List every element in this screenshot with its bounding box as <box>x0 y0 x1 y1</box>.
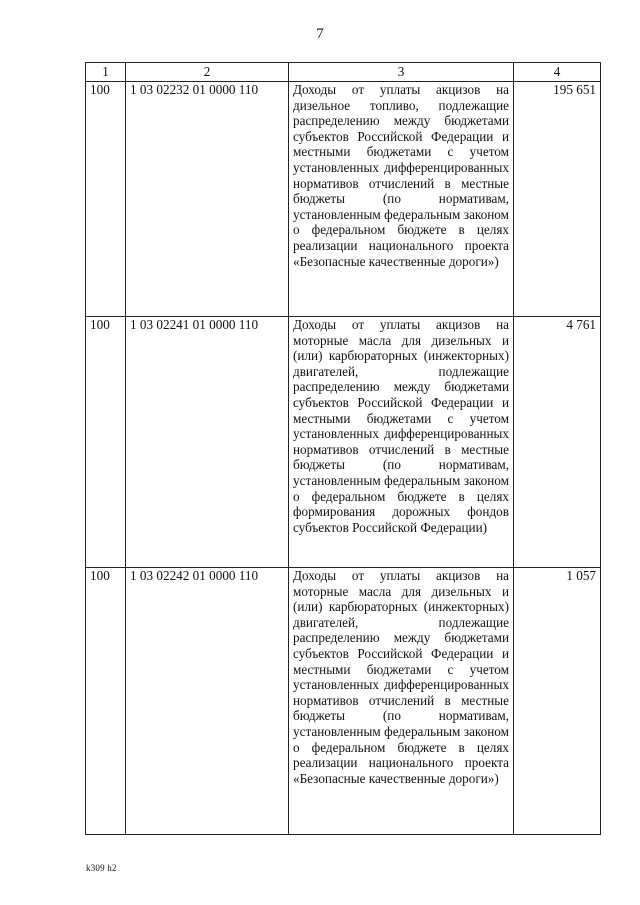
revenue-description-cell: Доходы от уплаты акцизов на моторные масла для дизельных и (или) карбюраторных (инжекторных) двигателей, подлежащие распределению между бюджетами субъектов Российской Федерации и местными бюджетами с учетом установленных дифференцированных нормативов отчислений в местные бюджеты (по нормативам, установленным федеральным законом о федеральном бюджете в целях реализации национального проекта «Безопасные качественные дороги») <box>289 568 514 835</box>
amount-cell: 1 057 <box>514 568 601 835</box>
revenue-table <box>85 62 601 835</box>
column-header-4: 4 <box>514 63 601 82</box>
amount-cell: 4 761 <box>514 317 601 568</box>
table-row <box>86 568 601 835</box>
page-number: 7 <box>316 26 324 42</box>
table-row <box>86 317 601 568</box>
column-header-2: 2 <box>126 63 289 82</box>
admin-code-cell: 100 <box>86 568 126 835</box>
document-code: k309 h2 <box>86 863 117 873</box>
table-header-row <box>86 63 601 82</box>
column-header-3: 3 <box>289 63 514 82</box>
budget-classification-code-cell: 1 03 02242 01 0000 110 <box>126 568 289 835</box>
budget-classification-code-cell: 1 03 02241 01 0000 110 <box>126 317 289 568</box>
amount-cell: 195 651 <box>514 82 601 317</box>
table-row <box>86 82 601 317</box>
admin-code-cell: 100 <box>86 317 126 568</box>
revenue-description-cell: Доходы от уплаты акцизов на дизельное топливо, подлежащие распределению между бюджетами субъектов Российской Федерации и местными бюджетами с учетом установленных дифференцированных нормативов отчислений в местные бюджеты (по нормативам, установленным федеральным законом о федеральном бюджете в целях реализации национального проекта «Безопасные качественные дороги») <box>289 82 514 317</box>
revenue-description-cell: Доходы от уплаты акцизов на моторные масла для дизельных и (или) карбюраторных (инжекторных) двигателей, подлежащие распределению между бюджетами субъектов Российской Федерации и местными бюджетами с учетом установленных дифференцированных нормативов отчислений в местные бюджеты (по нормативам, установленным федеральным законом о федеральном бюджете в целях формирования дорожных фондов субъектов Российской Федерации) <box>289 317 514 568</box>
column-header-1: 1 <box>86 63 126 82</box>
admin-code-cell: 100 <box>86 82 126 317</box>
budget-classification-code-cell: 1 03 02232 01 0000 110 <box>126 82 289 317</box>
